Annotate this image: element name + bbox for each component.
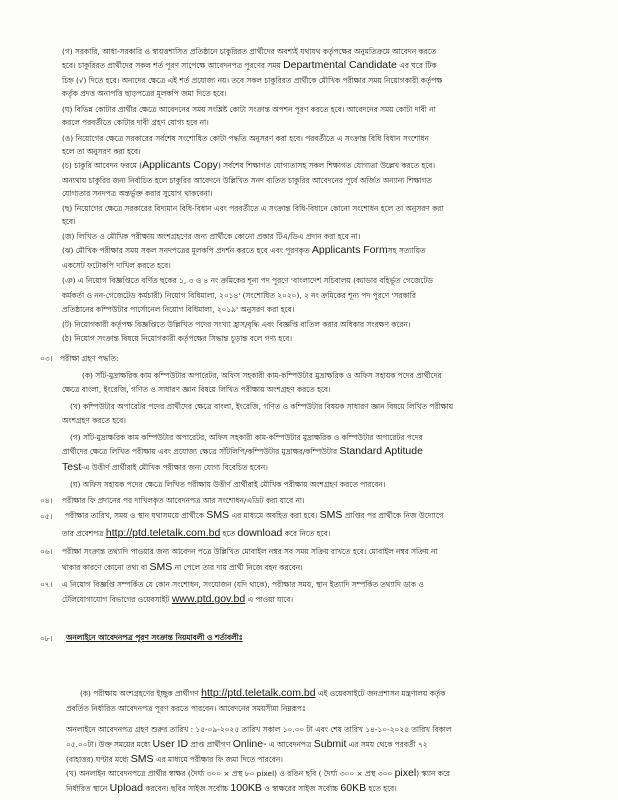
clause-ng: (ঙ) নিয়োগের ক্ষেত্রে সরকারের সর্বশেষ সংশোধিত কোটা পদ্ধতি অনুসরণ করা হবে। পরবর্তীতে এ সংক্রান্ত বিধি বিধান সংশোধন — [62, 134, 429, 143]
online-k-line2: প্রবর্তিত নির্ধারিত আবেদনপত্র পূরণ করতে পারবেন। আবেদনের সময়সীমা নিম্নরূপঃ — [66, 704, 306, 713]
online-period-line2: ০৫.০০টা। উক্ত সময়ের মধ্যে User ID প্রাপ্ত প্রার্থীগণ Online- এ আবেদনপত্র Submit এর সময় থেকে পরবর্তী ৭২ — [66, 738, 428, 750]
method-kh-line2: অংশগ্রহণ করতে হবে। — [62, 416, 126, 425]
clause-gh-line2: করলে পরবর্তীতে কোটার দাবী গ্রহণ যোগ্য হবে না। — [62, 118, 209, 127]
item-06-text: পরীক্ষা সংক্রান্ত তথ্যাদি পাওয়ার জন্য আবেদন পত্রে উল্লিখিত মোবাইল নম্বর সব সময় সক্রিয় রাখতে হবে। মোবাইল নম্বর সক্রিয় না — [62, 547, 438, 556]
applicants-copy-text: Applicants Copy — [142, 159, 218, 171]
clause-nya: (ঞ) এ নিয়োগ বিজ্ঞপ্তিতে বর্ণিত ছকের ১, ৩ ও ৪ নং ক্রমিকের শূন্য পদ পূরণে 'বাংলাদেশ সচিবালয় (ক্যাডার বহির্ভূত গেজেটেড — [62, 276, 433, 285]
section-number-04: ০৪। — [40, 496, 53, 505]
clause-chh: (ছ) নিয়োগের ক্ষেত্রে সরকারের বিদ্যমান বিধি-বিধান এবং পরবর্তীতে এ সংক্রান্ত বিধি-বিধানে কোনো সংশোধন হলে তা অনুসরণ করা — [62, 204, 444, 213]
clause-ng-line2: হলে তা অনুসরণ করা হবে। — [62, 147, 141, 156]
section-number-03: ০৩। — [40, 354, 53, 363]
method-k-line2: ক্ষেত্রে বাংলা, ইংরেজি, গণিত ও সাধারণ জ্ঞান বিষয়ে লিখিত পরীক্ষায় অংশগ্রহণ করতে হবে। — [62, 385, 331, 394]
standard-aptitude-text: Standard Aptitude — [339, 445, 423, 457]
clause-g-line3: চিহ্ন (√) দিতে হবে। অন্যদের ক্ষেত্রে এই শর্ত প্রযোজ্য নয়। তবে সকল চাকুরিরত প্রার্থীকে মৌখিক পরীক্ষার সময় নিয়োগকারী কর্তৃপক্ষ — [62, 76, 443, 85]
online-k: (ক) পরীক্ষায় অংশগ্রহণের ইচ্ছুক প্রার্থীগণ http://ptd.teletalk.com.bd এই ওয়েবসাইটে জনপ্রশাসন মন্ত্রণালয় কর্তৃক — [80, 687, 446, 699]
ptd-gov-link[interactable]: www.ptd.gov.bd — [171, 593, 246, 605]
method-gh: (ঘ) অফিস সহায়ক পদের ক্ষেত্রে লিখিত পরীক্ষায় উত্তীর্ণ প্রার্থীরাই মৌখিক পরীক্ষায় অংশগ্রহণ করতে পারবেন। — [70, 480, 386, 489]
online-period-line3: (বাহাত্তর) ঘণ্টার মধ্যে SMS এর মাধ্যমে পরীক্ষার ফি জমা দিতে পারবেন। — [66, 753, 283, 765]
method-g-line3: Test-এ উত্তীর্ণ প্রার্থীরাই মৌখিক পরীক্ষার জন্য যোগ্য বিবেচিত হবেন। — [62, 461, 268, 473]
clause-jh: (ঝ) মৌখিক পরীক্ষার সময় সকল সনদপত্রের মূলকপি প্রদর্শন করতে হবে এবং পূরণকৃত Applicants Formসহ সত্যায়িত — [62, 244, 426, 256]
section-number-07: ০৭। — [40, 580, 53, 589]
clause-nya-line2: কর্মকর্তা ও নন-গেজেটেড কর্মচারী) নিয়োগ বিধিমালা, ২০১৪' (সংশোধিত ২০২০), ২ নং ক্রমিকের শূন্য পদ পূরণে 'সরকারি — [62, 291, 416, 300]
item-05-line2: তার প্রবেশপত্র http://ptd.teletalk.com.bd হতে download করে নিতে হবে। — [62, 527, 331, 539]
item-04-text: পরীক্ষার ফি প্রদানের পর দাখিলকৃত আবেদনপত্র আর সংশোধন/এডিট করা যাবে না। — [62, 496, 305, 505]
item-06-line2: থাকার কারণে কোনো তথ্য বা SMS না পেলে তার দায় প্রার্থী নিজে বহন করবেন। — [62, 561, 303, 573]
clause-tth: (ঠ) নিয়োগ সংক্রান্ত বিষয়ে নিয়োগকারী কর্তৃপক্ষের সিদ্ধান্ত চূড়ান্ত বলে গণ্য হবে। — [62, 334, 293, 343]
method-g-line2: প্রার্থীদের ক্ষেত্রে লিখিত পরীক্ষায় এবং প্রযোজ্য ক্ষেত্রে সাঁটলিপি/কম্পিউটার মুদ্রাক্ষর/কম্পিউটার Standard Aptitude — [62, 445, 423, 457]
section-number-05: ০৫। — [40, 512, 53, 521]
clause-tt: (ট) নিয়োগকারী কর্তৃপক্ষ বিজ্ঞপ্তিতে উল্লিখিত পদের সংখ্যা হ্রাস/বৃদ্ধি এবং বিজ্ঞপ্তি বাতিল করার অধিকার সংরক্ষণ করেন। — [62, 320, 411, 329]
clause-ch-line2: অন্যথায় চাকুরির জন্য নির্বাচিত হলে চাকুরির আবেদনে উল্লিখিত সনদ ব্যতিত চাকুরির আবেদনের পূর্বে অর্জিত অন্যান্য শিক্ষাগত — [62, 176, 432, 185]
departmental-candidate-text: Departmental Candidate — [283, 59, 397, 71]
online-kh: (খ) অনলাইন আবেদনপত্রে প্রার্থীর স্বাক্ষর (দৈর্ঘ্য ৩০০ × প্রস্থ ৮০ pixel) ও রঙিন ছবি ( দৈর্ঘ্য ৩০০ × প্রস্থ ৩০০ pixel) স্ক্যান করে — [66, 767, 450, 779]
clause-nya-line3: প্রতিষ্ঠানের কম্পিউটার পার্সোনেল নিয়োগ বিধিমালা, ২০১৯' অনুসরণ করা হবে। — [62, 305, 295, 314]
clause-g-line2: হবে। চাকুরিরত প্রার্থীদের সকল শর্ত পূরণ সাপেক্ষে আবেদনপত্র পূরণের সময় Departmental Candidate এর ঘরে টিক — [62, 59, 437, 71]
clause-j: (জ) লিখিত ও মৌখিক পরীক্ষায় অংশগ্রহণের জন্য প্রার্থীকে কোনো প্রকার টিএ/ডিএ প্রদান করা হবে না। — [62, 232, 361, 241]
item-07-text: এ নিয়োগ বিজ্ঞপ্তি সম্পর্কিত যে কোন সংশোধন, সংযোজন (যদি থাকে), পরীক্ষার সময়, স্থান ইত্যাদি সম্পর্কিত তথ্যাদি ডাক ও — [62, 580, 424, 589]
item-05-text: পরীক্ষার তারিখ, সময় ও স্থান যথাসময়ে প্রার্থীকে SMS এর মাধ্যমে অবহিত করা হবে। SMS প্রাপ্তির পর প্রার্থীকে নিজ উদ্যোগে — [65, 509, 444, 521]
clause-gh: (ঘ) বিভিন্ন কোটার প্রার্থীর ক্ষেত্রে আবেদনের সময় সংশ্লিষ্ট কোটা সংক্রান্ত অপশন পূরণ করতে হবে। আবেদনের সময় কোটা দাবী না — [62, 105, 436, 114]
clause-ch-line3: যোগ্যতার সনদপত্র অন্তর্ভুক্ত করার সুযোগ থাকবেনা। — [62, 189, 213, 198]
section-number-08: ০৮। — [40, 634, 53, 643]
method-kh: (খ) কম্পিউটার অপারেটর পদের প্রার্থীদের ক্ষেত্রে বাংলা, ইংরেজি, গণিত ও কম্পিউটার বিষয়ক সাধারণ জ্ঞান বিষয়ে লিখিত পরীক্ষায় — [70, 402, 454, 411]
method-g: (গ) সাঁট-মুদ্রাক্ষরিক কাম কম্পিউটার অপারেটর, অফিস সহকারী কাম-কম্পিউটার মুদ্রাক্ষরিক ও কম্পিউটার অপারেটর পদের — [70, 433, 423, 442]
teletalk-link[interactable]: http://ptd.teletalk.com.bd — [105, 527, 221, 539]
clause-chh-line2: হবে। — [62, 217, 76, 226]
clause-ch: (চ) চাকুরি আবেদন ফরমে (Applicants Copy) সর্বশেষ শিক্ষাগত যোগ্যতাসহ সকল শিক্ষাগত যোগ্যতা উল্লেখ করতে হবে। — [62, 159, 436, 171]
clause-g-line4: কর্তৃক প্রদত্ত অনাপত্তি ছাড়পত্রের মূলকপি জমা দিতে হবে। — [62, 89, 227, 98]
teletalk-link-2[interactable]: http://ptd.teletalk.com.bd — [201, 687, 316, 699]
section-heading-03: পরীক্ষা গ্রহণ পদ্ধতি: — [60, 354, 119, 363]
online-kh-line2: নির্ধারিত স্থানে Upload করবেন। ছবির সাইজ সর্বোচ্চ 100KB ও স্বাক্ষরের সাইজ সর্বোচ্চ 60KB হতে হবে। — [66, 782, 397, 794]
section-number-06: ০৬। — [40, 547, 53, 556]
method-k: (ক) সাঁট-মুদ্রাক্ষরিক কাম কম্পিউটার অপারেটর, অফিস সহকারী কাম-কম্পিউটার মুদ্রাক্ষরিক ও অফিস সহায়ক পদের প্রার্থীদের — [82, 371, 442, 380]
clause-g: (গ) সরকারি, আধা-সরকারি ও স্বায়ত্তশাসিত প্রতিষ্ঠানে চাকুরিরত প্রার্থীদের অবশ্যই যথাযথ কর্তৃপক্ষের অনুমতিক্রমে আবেদন করতে — [62, 47, 437, 56]
online-period-line1: অনলাইনে আবেদনপত্র গ্রহণ শুরুর তারিখ : ১৫-০৯-২০২৫ তারিখ সকাল ১০.০০ টা এবং শেষ তারিখ ১৪-১০-২০২৫ তারিখ বিকাল — [66, 725, 452, 734]
item-07-line2: টেলিযোগাযোগ বিভাগের ওয়েবসাইট www.ptd.gov.bd এ পাওয়া যাবে। — [62, 593, 294, 605]
section-heading-08: অনলাইনে আবেদনপত্র পূরণ সংক্রান্ত নিয়মাবলী ও শর্তাবলীঃ — [66, 633, 243, 642]
applicants-form-text: Applicants Form — [311, 244, 388, 256]
clause-jh-line2: একসেট ফটোকপি দাখিল করতে হবে। — [62, 261, 171, 270]
